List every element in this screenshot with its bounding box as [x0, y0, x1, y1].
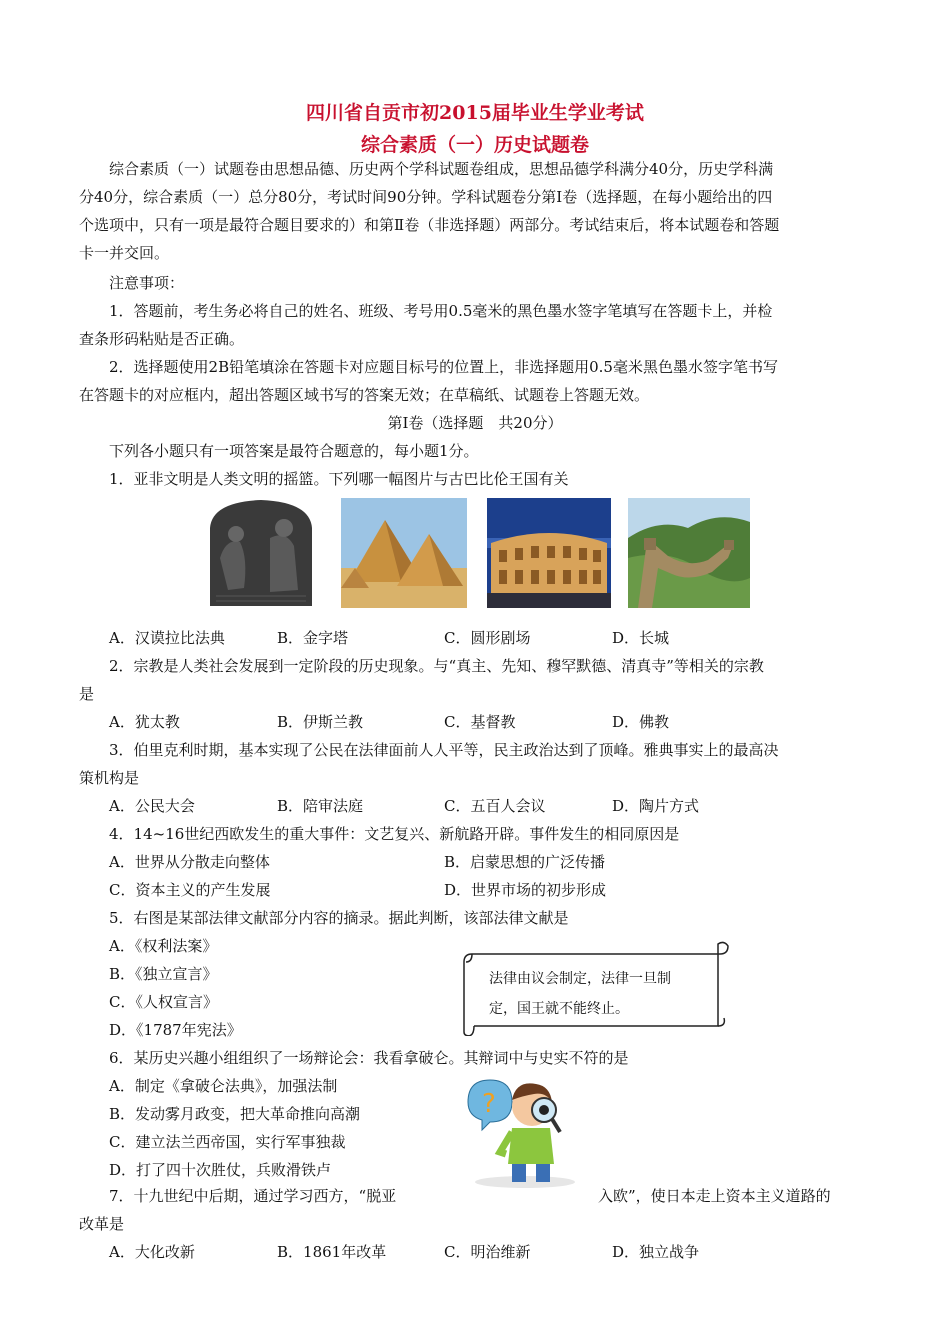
q3-stem: 3．伯里克利时期，基本实现了公民在法律面前人人平等，民主政治达到了顶峰。雅典事实上的最高决 — [109, 741, 779, 759]
q7-option-b[interactable]: B．1861年改革 — [277, 1243, 387, 1261]
q5-stem: 5．右图是某部法律文献部分内容的摘录。据此判断，该部法律文献是 — [109, 909, 569, 927]
q4-option-d[interactable]: D．世界市场的初步形成 — [444, 881, 607, 899]
notice-2-cont: 在答题卡的对应框内，超出答题区域书写的答案无效；在草稿纸、试题卷上答题无效。 — [79, 386, 650, 404]
law-excerpt-scroll — [462, 940, 732, 1036]
code-of-hammurabi-image — [200, 498, 322, 608]
q4-option-a[interactable]: A．世界从分散走向整体 — [109, 853, 270, 871]
q7-stem-2: 入欧”，使日本走上资本主义道路的 — [598, 1187, 831, 1205]
q5-option-a[interactable]: A．《权利法案》 — [109, 937, 218, 955]
part1-instruction: 下列各小题只有一项答案是最符合题意的，每小题1分。 — [109, 442, 479, 460]
scroll-text-line2: 定，国王就不能终止。 — [489, 1001, 629, 1017]
q6-option-c[interactable]: C．建立法兰西帝国，实行军事独裁 — [109, 1133, 346, 1151]
q7-option-c[interactable]: C．明治维新 — [444, 1243, 531, 1261]
q1-option-c[interactable]: C．圆形剧场 — [444, 629, 531, 647]
notice-2: 2．选择题使用2B铅笔填涂在答题卡对应题目标号的位置上，非选择题用0.5毫米黑色墨水签字笔书写 — [109, 358, 778, 376]
q1-option-d[interactable]: D．长城 — [612, 629, 670, 647]
q1-option-b[interactable]: B．金字塔 — [277, 629, 349, 647]
notice-title: 注意事项： — [109, 274, 185, 292]
q6-option-b[interactable]: B．发动雾月政变，把大革命推向高潮 — [109, 1105, 361, 1123]
part1-title: 第Ⅰ卷（选择题 共20分） — [387, 414, 563, 432]
q2-stem: 2．宗教是人类社会发展到一定阶段的历史现象。与“真主、先知、穆罕默德、清真寺”等相关的宗教 — [109, 657, 764, 675]
q5-option-c[interactable]: C．《人权宣言》 — [109, 993, 218, 1011]
exam-title: 四川省自贡市初2015届毕业生学业考试 — [306, 102, 644, 124]
q3-option-b[interactable]: B．陪审法庭 — [277, 797, 364, 815]
q1-option-a[interactable]: A．汉谟拉比法典 — [109, 629, 225, 647]
q3-option-d[interactable]: D．陶片方式 — [612, 797, 700, 815]
q7-option-a[interactable]: A．大化改新 — [109, 1243, 195, 1261]
q7-stem: 7．十九世纪中后期，通过学习西方，“脱亚 — [109, 1187, 397, 1205]
svg-text:?: ? — [482, 1089, 496, 1119]
q6-option-d[interactable]: D．打了四十次胜仗，兵败滑铁卢 — [109, 1161, 332, 1179]
great-wall-image — [628, 498, 750, 608]
colosseum-image — [487, 498, 611, 608]
q4-option-c[interactable]: C．资本主义的产生发展 — [109, 881, 271, 899]
exam-subtitle: 综合素质（一）历史试题卷 — [360, 134, 589, 156]
q3-option-a[interactable]: A．公民大会 — [109, 797, 195, 815]
pyramids-image — [341, 498, 467, 608]
q5-option-b[interactable]: B．《独立宣言》 — [109, 965, 218, 983]
q1-stem: 1．亚非文明是人类文明的摇篮。下列哪一幅图片与古巴比伦王国有关 — [109, 470, 569, 488]
q5-option-d[interactable]: D．《1787年宪法》 — [109, 1021, 242, 1039]
q7-option-d[interactable]: D．独立战争 — [612, 1243, 700, 1261]
scroll-text-line1: 法律由议会制定，法律一旦制 — [489, 971, 671, 987]
q4-option-b[interactable]: B．启蒙思想的广泛传播 — [444, 853, 606, 871]
q6-option-a[interactable]: A．制定《拿破仑法典》，加强法制 — [109, 1077, 338, 1095]
q4-stem: 4．14~16世纪西欧发生的重大事件：文艺复兴、新航路开辟。事件发生的相同原因是 — [109, 825, 680, 843]
q3-stem-cont: 策机构是 — [79, 769, 140, 787]
notice-1: 1．答题前，考生务必将自己的姓名、班级、考号用0.5毫米的黑色墨水签字笔填写在答题卡上，并检 — [109, 302, 773, 320]
q2-option-a[interactable]: A．犹太教 — [109, 713, 180, 731]
q3-option-c[interactable]: C．五百人会议 — [444, 797, 546, 815]
q2-option-c[interactable]: C．基督教 — [444, 713, 516, 731]
scroll-frame — [462, 940, 732, 1036]
q2-option-d[interactable]: D．佛教 — [612, 713, 670, 731]
notice-1-cont: 查条形码粘贴是否正确。 — [79, 330, 245, 348]
cartoon-detective-image — [460, 1072, 590, 1190]
q7-stem-cont: 改革是 — [79, 1215, 125, 1233]
q2-option-b[interactable]: B．伊斯兰教 — [277, 713, 364, 731]
q6-stem: 6．某历史兴趣小组组织了一场辩论会：我看拿破仑。其辩词中与史实不符的是 — [109, 1049, 629, 1067]
q2-stem-cont: 是 — [79, 685, 95, 703]
